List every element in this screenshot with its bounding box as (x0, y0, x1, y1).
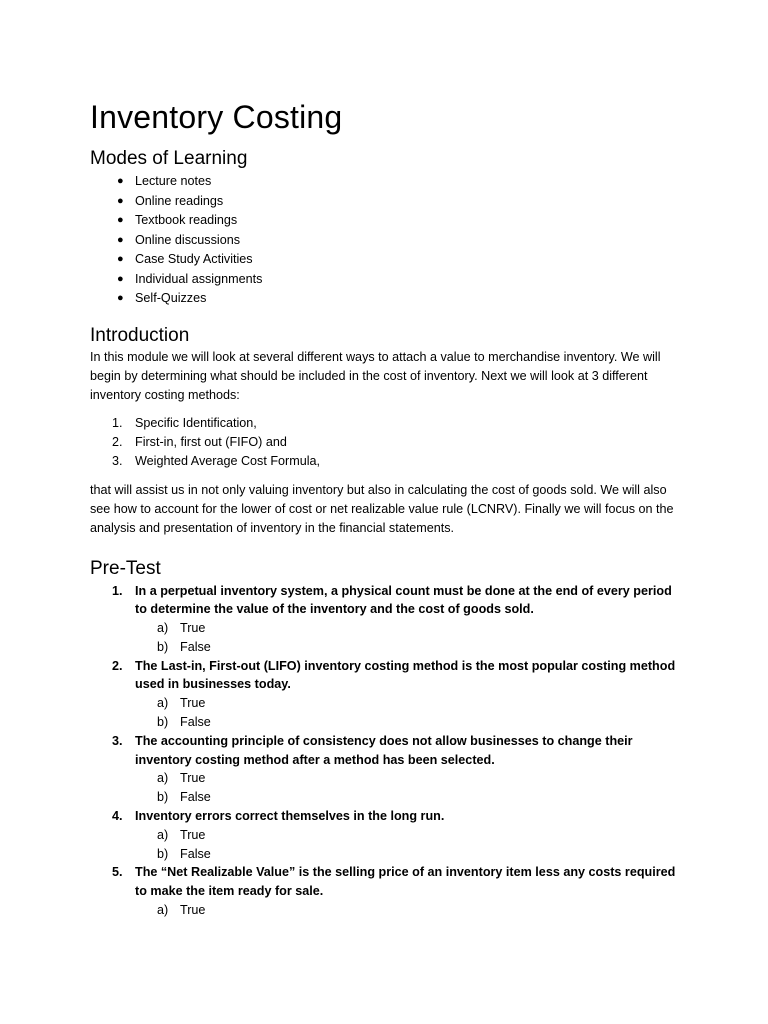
question-item (90, 863, 682, 919)
pretest-questions (90, 582, 682, 920)
question-text: In a perpetual inventory system, a physical count must be done at the end of every period to determine the value of the inventory and the cost of goods sold. (135, 583, 672, 617)
list-item: ● Online readings (90, 192, 682, 212)
list-item: 1. Specific Identification, (90, 414, 682, 433)
answer-option: b) False (157, 715, 211, 730)
question-item (90, 732, 682, 807)
modes-heading: Modes of Learning (90, 148, 248, 169)
bullet-icon: ● (117, 292, 124, 304)
answer-options (135, 694, 682, 732)
answer-option: a) True (157, 621, 206, 636)
answer-option: a) True (157, 827, 206, 842)
bullet-icon: ● (117, 233, 124, 246)
pretest-heading: Pre-Test (90, 557, 161, 579)
question-number: 2. (112, 658, 123, 673)
answer-option: a) True (157, 771, 206, 786)
list-item: ● Case Study Activities (90, 250, 682, 270)
list-item: ● Textbook readings (90, 211, 682, 231)
question-item (90, 582, 682, 657)
question-number: 5. (112, 865, 123, 880)
costing-methods-list (90, 414, 682, 471)
bullet-icon: ● (117, 194, 124, 207)
answer-options (135, 901, 682, 920)
question-number: 1. (112, 583, 123, 598)
answer-option: a) True (157, 696, 206, 711)
list-item: ● Lecture notes (90, 172, 682, 192)
question-number: 3. (112, 733, 123, 748)
list-item: ● Individual assignments (90, 270, 682, 290)
list-number: 2. (112, 434, 123, 449)
bullet-icon: ● (117, 272, 124, 285)
list-item: ● Online discussions (90, 231, 682, 251)
list-item: ● Self-Quizzes (90, 289, 682, 309)
introduction-paragraph: In this module we will look at several different ways to attach a value to merchandise inventory. We will begin by determining what should be included in the cost of inventory. Next we will look at 3 different inventory costing methods: (90, 349, 661, 402)
bullet-icon: ● (117, 253, 124, 265)
answer-option: b) False (157, 790, 211, 805)
bullet-icon: ● (117, 214, 124, 226)
question-number: 4. (112, 809, 123, 824)
answer-options (135, 619, 682, 657)
question-text: The accounting principle of consistency does not allow businesses to change their inventory costing method after a method has been selected. (135, 733, 633, 767)
answer-options (135, 826, 682, 864)
introduction-paragraph-2: that will assist us in not only valuing inventory but also in calculating the cost of goods sold. We will also see how to account for the lower of cost or net realizable value rule (LCNRV). Finally we will focus on the analysis and presentation of inventory in the financial statements. (90, 482, 674, 535)
question-text: The “Net Realizable Value” is the selling price of an inventory item less any costs required to make the item ready for sale. (135, 865, 676, 899)
question-text: Inventory errors correct themselves in the long run. (135, 809, 445, 824)
answer-option: a) True (157, 903, 206, 918)
question-item (90, 657, 682, 732)
introduction-heading: Introduction (90, 324, 190, 346)
page-title: Inventory Costing (90, 99, 343, 135)
modes-list (90, 172, 682, 309)
answer-options (135, 769, 682, 807)
document-content (90, 94, 682, 920)
list-number: 3. (112, 453, 123, 468)
question-item (90, 807, 682, 863)
bullet-icon: ● (117, 175, 124, 187)
list-item: 2. First-in, first out (FIFO) and (90, 433, 682, 452)
question-text: The Last-in, First-out (LIFO) inventory costing method is the most popular costing method used in businesses today. (135, 658, 676, 692)
list-item: 3. Weighted Average Cost Formula, (90, 452, 682, 471)
answer-option: b) False (157, 846, 211, 861)
answer-option: b) False (157, 639, 211, 654)
list-number: 1. (112, 415, 123, 430)
